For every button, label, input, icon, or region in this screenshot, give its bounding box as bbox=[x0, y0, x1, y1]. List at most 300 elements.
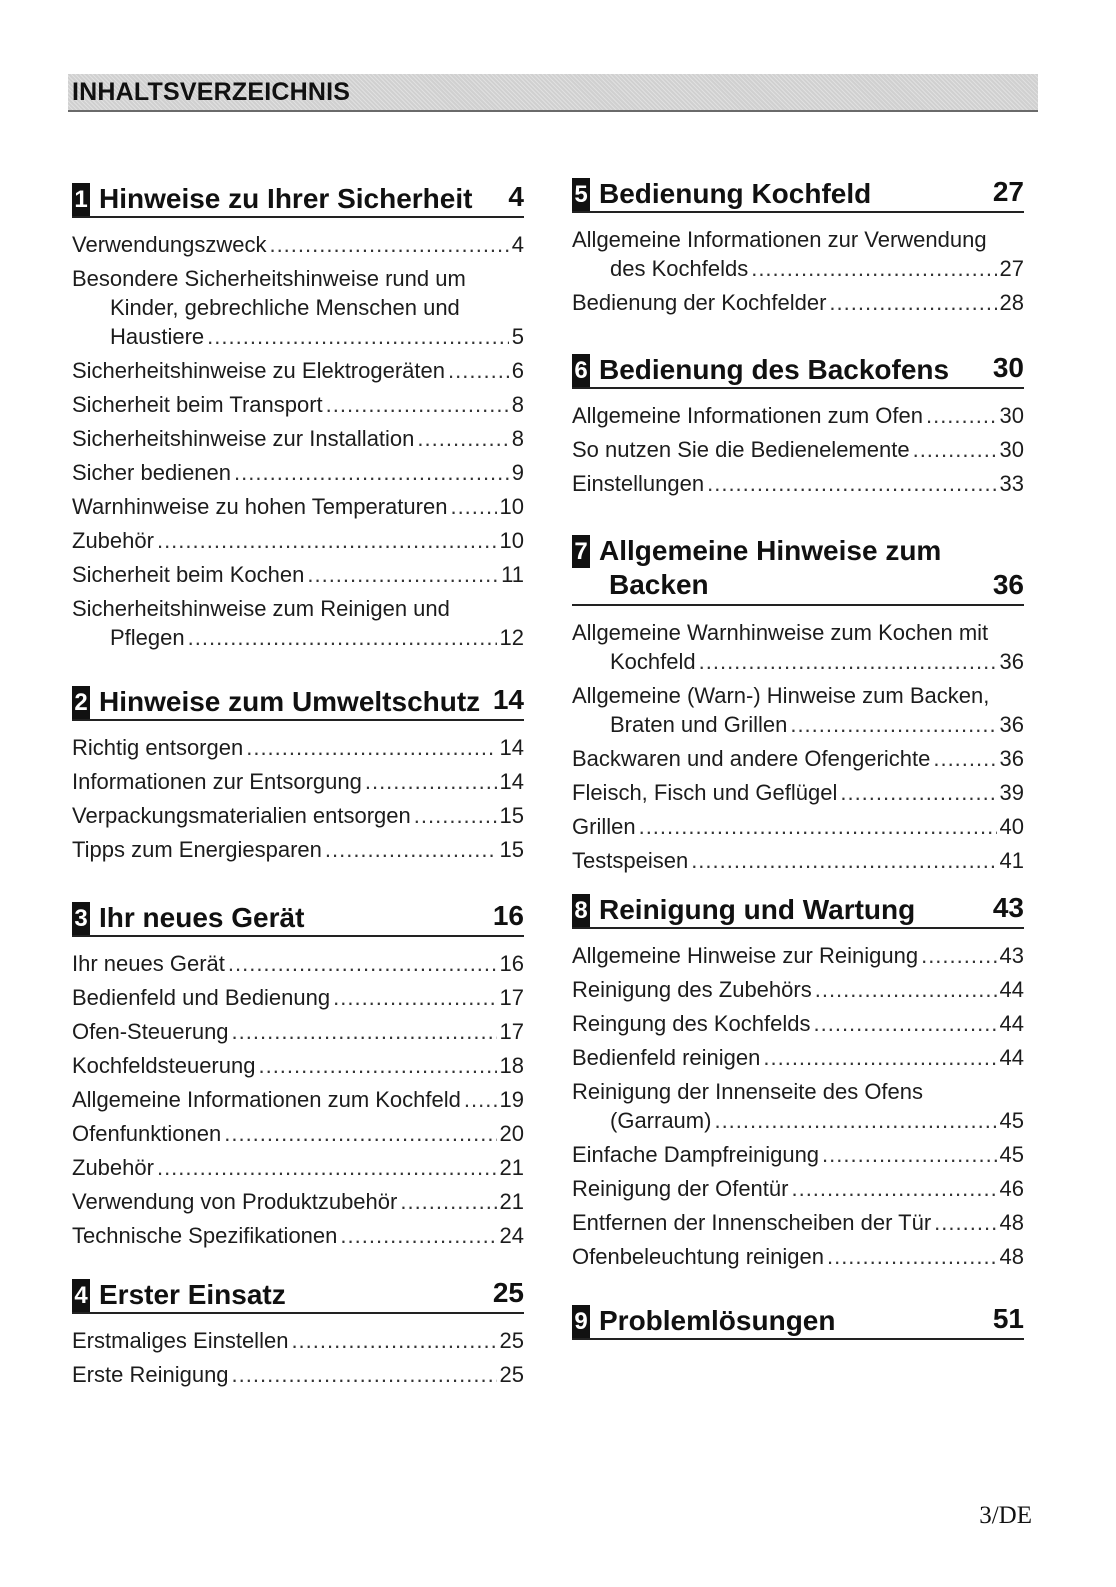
toc-entry-text: Reinigung der Ofentür bbox=[572, 1176, 789, 1201]
toc-entry-page: 10 bbox=[499, 494, 524, 519]
leader-dots bbox=[827, 1242, 997, 1271]
toc-entry-line bbox=[72, 526, 524, 555]
section-title-line: Hinweise zu Ihrer Sicherheit bbox=[99, 183, 473, 214]
toc-entry-line bbox=[572, 288, 1024, 317]
toc-entry[interactable] bbox=[72, 949, 524, 978]
section-number-badge: 7 bbox=[572, 535, 590, 568]
section-page-number: 43 bbox=[992, 892, 1024, 923]
toc-entry-text: Allgemeine Informationen zum Kochfeld bbox=[72, 1087, 461, 1112]
toc-entry-line bbox=[72, 1326, 524, 1355]
toc-entry-line bbox=[72, 230, 524, 259]
toc-section bbox=[572, 175, 1024, 322]
toc-entry-text: Testspeisen bbox=[572, 848, 689, 873]
toc-entry-page: 33 bbox=[999, 471, 1024, 496]
section-page-number: 25 bbox=[492, 1277, 524, 1308]
toc-entry[interactable] bbox=[572, 1174, 1024, 1203]
leader-dots bbox=[751, 254, 996, 283]
toc-entry-page: 4 bbox=[511, 232, 524, 257]
leader-dots bbox=[246, 733, 496, 762]
toc-entry[interactable] bbox=[572, 225, 1024, 283]
leader-dots bbox=[157, 526, 497, 555]
section-heading bbox=[572, 1302, 1024, 1340]
section-title-line: Allgemeine Hinweise zum bbox=[599, 535, 942, 566]
leader-dots bbox=[448, 356, 509, 385]
toc-entry[interactable] bbox=[72, 1051, 524, 1080]
section-heading bbox=[72, 1276, 524, 1314]
leader-dots bbox=[157, 1153, 497, 1182]
section-heading bbox=[572, 532, 1024, 606]
toc-entry-text: Haustiere bbox=[110, 324, 205, 349]
toc-entry-line bbox=[72, 322, 524, 351]
leader-dots bbox=[258, 1051, 496, 1080]
toc-entry[interactable] bbox=[572, 1043, 1024, 1072]
toc-entry-text: Sicherheit beim Kochen bbox=[72, 562, 305, 587]
leader-dots bbox=[207, 322, 509, 351]
section-page-number: 4 bbox=[508, 181, 524, 212]
toc-entry[interactable] bbox=[72, 1017, 524, 1046]
toc-entry-page: 25 bbox=[499, 1328, 524, 1353]
toc-entry-page: 36 bbox=[999, 746, 1024, 771]
toc-entry-text: Bedienung der Kochfelder bbox=[572, 290, 827, 315]
toc-entry-line bbox=[572, 941, 1024, 970]
toc-entry-list bbox=[572, 401, 1024, 498]
toc-entry-line bbox=[72, 835, 524, 864]
toc-entry-line bbox=[72, 390, 524, 419]
section-number-badge: 6 bbox=[572, 354, 590, 387]
toc-entry-text: Grillen bbox=[572, 814, 636, 839]
toc-entry-text: Fleisch, Fisch und Geflügel bbox=[572, 780, 838, 805]
toc-entry-line bbox=[572, 1043, 1024, 1072]
toc-entry-line bbox=[72, 1360, 524, 1389]
leader-dots bbox=[913, 435, 997, 464]
toc-entry-page: 20 bbox=[499, 1121, 524, 1146]
section-title-line: Problemlösungen bbox=[599, 1305, 836, 1336]
toc-entry-line bbox=[572, 618, 1024, 647]
toc-entry-line bbox=[572, 778, 1024, 807]
toc-entry-text: Sicherheitshinweise zu Elektrogeräten bbox=[72, 358, 445, 383]
toc-entry[interactable] bbox=[72, 390, 524, 419]
leader-dots bbox=[921, 941, 996, 970]
leader-dots bbox=[188, 623, 497, 652]
toc-section bbox=[72, 899, 524, 1255]
toc-entry[interactable] bbox=[72, 1326, 524, 1355]
toc-entry-text: Sicherheitshinweise zur Installation bbox=[72, 426, 415, 451]
toc-entry-page: 8 bbox=[511, 392, 524, 417]
toc-entry-page: 21 bbox=[499, 1189, 524, 1214]
toc-entry-text: Besondere Sicherheitshinweise rund um bbox=[72, 266, 466, 291]
toc-entry-text: Entfernen der Innenscheiben der Tür bbox=[572, 1210, 932, 1235]
toc-entry[interactable] bbox=[572, 846, 1024, 875]
toc-entry[interactable] bbox=[72, 983, 524, 1012]
leader-dots bbox=[365, 767, 497, 796]
toc-entry-line bbox=[572, 1174, 1024, 1203]
toc-entry[interactable] bbox=[72, 356, 524, 385]
section-page-number: 14 bbox=[492, 684, 524, 715]
toc-entry-text: Backwaren und andere Ofengerichte bbox=[572, 746, 931, 771]
toc-entry-line bbox=[72, 1187, 524, 1216]
section-title-line: Bedienung des Backofens bbox=[599, 354, 950, 385]
toc-entry-line bbox=[572, 1077, 1024, 1106]
toc-entry-text: Ofen-Steuerung bbox=[72, 1019, 229, 1044]
toc-entry-text: Bedienfeld reinigen bbox=[572, 1045, 761, 1070]
toc-entry-line bbox=[572, 1208, 1024, 1237]
header-band bbox=[68, 74, 1038, 112]
leader-dots bbox=[232, 1017, 497, 1046]
toc-entry-line bbox=[572, 1009, 1024, 1038]
section-number-badge: 8 bbox=[572, 894, 590, 927]
toc-entry[interactable] bbox=[572, 401, 1024, 430]
page-title: INHALTSVERZEICHNIS bbox=[72, 78, 351, 106]
toc-section bbox=[572, 891, 1024, 1276]
toc-entry-line bbox=[572, 401, 1024, 430]
section-page-number: 30 bbox=[992, 352, 1024, 383]
toc-entry[interactable] bbox=[72, 594, 524, 652]
toc-entry-text: Reinigung der Innenseite des Ofens bbox=[572, 1079, 924, 1104]
toc-entry[interactable] bbox=[72, 835, 524, 864]
section-heading bbox=[572, 175, 1024, 213]
toc-entry[interactable] bbox=[72, 767, 524, 796]
section-title-line: Bedienung Kochfeld bbox=[599, 178, 872, 209]
section-title-line: Backen bbox=[609, 569, 709, 600]
toc-entry[interactable] bbox=[572, 1242, 1024, 1271]
toc-entry-list bbox=[572, 618, 1024, 875]
toc-entry-line bbox=[72, 356, 524, 385]
toc-entry[interactable] bbox=[72, 230, 524, 259]
toc-entry-page: 5 bbox=[511, 324, 524, 349]
toc-entry-line bbox=[572, 435, 1024, 464]
section-page-number: 51 bbox=[992, 1303, 1024, 1334]
section-heading bbox=[572, 891, 1024, 929]
section-title bbox=[599, 893, 915, 927]
toc-entry-text: Kinder, gebrechliche Menschen und bbox=[110, 295, 460, 320]
toc-entry-line bbox=[572, 1140, 1024, 1169]
toc-entry-page: 8 bbox=[511, 426, 524, 451]
toc-entry-page: 36 bbox=[999, 649, 1024, 674]
section-number-badge: 4 bbox=[72, 1279, 90, 1312]
toc-entry-text: Sicher bedienen bbox=[72, 460, 232, 485]
toc-entry-list bbox=[572, 225, 1024, 317]
toc-entry[interactable] bbox=[72, 424, 524, 453]
toc-entry-page: 21 bbox=[499, 1155, 524, 1180]
leader-dots bbox=[791, 1174, 996, 1203]
section-title-line: Erster Einsatz bbox=[99, 1279, 286, 1310]
toc-entry-line bbox=[572, 225, 1024, 254]
leader-dots bbox=[822, 1140, 996, 1169]
section-number-badge: 1 bbox=[72, 183, 90, 216]
page-number: 3/DE bbox=[979, 1502, 1032, 1529]
section-number-badge: 9 bbox=[572, 1305, 590, 1338]
toc-entry-page: 14 bbox=[499, 769, 524, 794]
leader-dots bbox=[639, 812, 997, 841]
toc-entry-page: 30 bbox=[999, 437, 1024, 462]
toc-entry-text: Erste Reinigung bbox=[72, 1362, 229, 1387]
toc-entry-line bbox=[72, 623, 524, 652]
toc-entry-text: Einstellungen bbox=[572, 471, 705, 496]
toc-entry-text: Warnhinweise zu hohen Temperaturen bbox=[72, 494, 448, 519]
toc-entry-page: 48 bbox=[999, 1210, 1024, 1235]
toc-section bbox=[572, 1302, 1024, 1352]
section-title-line: Reinigung und Wartung bbox=[599, 894, 916, 925]
toc-entry-text: Reingung des Kochfelds bbox=[572, 1011, 811, 1036]
toc-entry-line bbox=[72, 983, 524, 1012]
toc-entry-line bbox=[72, 801, 524, 830]
toc-entry[interactable] bbox=[72, 560, 524, 589]
toc-entry-text: Pflegen bbox=[110, 625, 185, 650]
toc-entry-page: 12 bbox=[499, 625, 524, 650]
leader-dots bbox=[414, 801, 497, 830]
toc-entry-page: 45 bbox=[999, 1108, 1024, 1133]
section-title bbox=[599, 1304, 835, 1338]
toc-entry-text: Bedienfeld und Bedienung bbox=[72, 985, 331, 1010]
toc-entry-page: 44 bbox=[999, 1011, 1024, 1036]
toc-entry[interactable] bbox=[72, 1153, 524, 1182]
section-heading bbox=[72, 683, 524, 721]
toc-entry-line bbox=[572, 1242, 1024, 1271]
toc-entry-page: 18 bbox=[499, 1053, 524, 1078]
toc-entry-page: 17 bbox=[499, 985, 524, 1010]
leader-dots bbox=[790, 710, 996, 739]
toc-entry-list bbox=[72, 733, 524, 864]
toc-entry[interactable] bbox=[572, 744, 1024, 773]
toc-entry-line bbox=[572, 469, 1024, 498]
toc-entry[interactable] bbox=[572, 975, 1024, 1004]
toc-entry-text: Braten und Grillen bbox=[610, 712, 788, 737]
section-number-badge: 5 bbox=[572, 178, 590, 211]
toc-entry[interactable] bbox=[72, 458, 524, 487]
section-title bbox=[99, 685, 480, 719]
section-number-badge: 3 bbox=[72, 902, 90, 935]
toc-entry-text: Verwendungszweck bbox=[72, 232, 267, 257]
toc-entry-line bbox=[72, 458, 524, 487]
toc-entry-text: Kochfeldsteuerung bbox=[72, 1053, 256, 1078]
leader-dots bbox=[326, 390, 509, 419]
toc-entry-page: 9 bbox=[511, 460, 524, 485]
toc-entry-line bbox=[72, 1119, 524, 1148]
toc-entry-page: 24 bbox=[499, 1223, 524, 1248]
toc-entry-line bbox=[72, 424, 524, 453]
toc-entry-page: 17 bbox=[499, 1019, 524, 1044]
toc-entry-line bbox=[572, 744, 1024, 773]
section-page-number: 27 bbox=[992, 176, 1024, 207]
toc-entry-line bbox=[72, 594, 524, 623]
leader-dots bbox=[340, 1221, 496, 1250]
toc-entry-line bbox=[572, 647, 1024, 676]
toc-entry-page: 19 bbox=[499, 1087, 524, 1112]
toc-entry[interactable] bbox=[72, 1085, 524, 1114]
toc-entry-line bbox=[72, 293, 524, 322]
toc-entry[interactable] bbox=[572, 1077, 1024, 1135]
toc-entry-text: Reinigung des Zubehörs bbox=[572, 977, 812, 1002]
toc-entry-page: 40 bbox=[999, 814, 1024, 839]
toc-entry[interactable] bbox=[572, 812, 1024, 841]
leader-dots bbox=[815, 975, 997, 1004]
toc-entry-line bbox=[72, 492, 524, 521]
toc-section bbox=[572, 532, 1024, 880]
leader-dots bbox=[450, 492, 496, 521]
toc-entry[interactable] bbox=[72, 1187, 524, 1216]
toc-entry[interactable] bbox=[572, 618, 1024, 676]
toc-entry-text: Tipps zum Energiesparen bbox=[72, 837, 322, 862]
toc-entry-text: Zubehör bbox=[72, 1155, 154, 1180]
section-number-badge: 2 bbox=[72, 686, 90, 719]
section-title bbox=[99, 901, 304, 935]
toc-entry-line bbox=[72, 767, 524, 796]
toc-entry[interactable] bbox=[572, 469, 1024, 498]
toc-entry-text: Kochfeld bbox=[610, 649, 696, 674]
toc-entry-page: 11 bbox=[501, 562, 524, 587]
toc-entry-text: Allgemeine (Warn-) Hinweise zum Backen, bbox=[572, 683, 990, 708]
toc-entry-page: 30 bbox=[999, 403, 1024, 428]
toc-entry[interactable] bbox=[572, 435, 1024, 464]
leader-dots bbox=[707, 469, 996, 498]
section-title bbox=[99, 1278, 286, 1312]
toc-entry-list bbox=[72, 230, 524, 652]
toc-entry-text: des Kochfelds bbox=[610, 256, 749, 281]
leader-dots bbox=[691, 846, 996, 875]
section-title bbox=[99, 182, 472, 216]
toc-entry-page: 10 bbox=[499, 528, 524, 553]
toc-entry[interactable] bbox=[572, 1140, 1024, 1169]
section-title-line: Hinweise zum Umweltschutz bbox=[99, 686, 481, 717]
toc-entry[interactable] bbox=[572, 288, 1024, 317]
toc-entry-page: 16 bbox=[499, 951, 524, 976]
toc-entry-text: Zubehör bbox=[72, 528, 154, 553]
toc-section bbox=[72, 1276, 524, 1394]
toc-entry-line bbox=[572, 812, 1024, 841]
section-title bbox=[599, 534, 941, 602]
toc-entry-page: 46 bbox=[999, 1176, 1024, 1201]
leader-dots bbox=[232, 1360, 497, 1389]
toc-section bbox=[572, 351, 1024, 503]
toc-entry-line bbox=[572, 975, 1024, 1004]
section-page-number: 16 bbox=[492, 900, 524, 931]
leader-dots bbox=[464, 1085, 497, 1114]
toc-entry-list bbox=[72, 1326, 524, 1389]
toc-entry-text: Allgemeine Informationen zur Verwendung bbox=[572, 227, 987, 252]
section-heading bbox=[572, 351, 1024, 389]
leader-dots bbox=[926, 401, 997, 430]
toc-entry-line bbox=[72, 949, 524, 978]
section-heading bbox=[72, 180, 524, 218]
toc-entry-text: Erstmaliges Einstellen bbox=[72, 1328, 289, 1353]
toc-entry-text: Verwendung von Produktzubehör bbox=[72, 1189, 398, 1214]
toc-section bbox=[72, 683, 524, 869]
toc-entry-text: Sicherheit beim Transport bbox=[72, 392, 323, 417]
toc-entry[interactable] bbox=[72, 264, 524, 351]
toc-entry-page: 39 bbox=[999, 780, 1024, 805]
leader-dots bbox=[840, 778, 996, 807]
toc-entry-line bbox=[572, 254, 1024, 283]
toc-entry-line bbox=[572, 1106, 1024, 1135]
leader-dots bbox=[307, 560, 498, 589]
toc-entry[interactable] bbox=[72, 492, 524, 521]
toc-entry-page: 36 bbox=[999, 712, 1024, 737]
leader-dots bbox=[763, 1043, 996, 1072]
leader-dots bbox=[291, 1326, 496, 1355]
toc-entry-page: 48 bbox=[999, 1244, 1024, 1269]
toc-entry-page: 43 bbox=[999, 943, 1024, 968]
toc-entry-list bbox=[572, 941, 1024, 1271]
leader-dots bbox=[934, 1208, 996, 1237]
toc-entry[interactable] bbox=[72, 1221, 524, 1250]
toc-entry-page: 25 bbox=[499, 1362, 524, 1387]
toc-entry[interactable] bbox=[72, 1119, 524, 1148]
toc-entry-text: Ihr neues Gerät bbox=[72, 951, 225, 976]
toc-entry[interactable] bbox=[72, 526, 524, 555]
leader-dots bbox=[325, 835, 497, 864]
toc-entry-text: Allgemeine Informationen zum Ofen bbox=[572, 403, 923, 428]
toc-entry-page: 15 bbox=[499, 837, 524, 862]
toc-entry-page: 27 bbox=[999, 256, 1024, 281]
toc-entry[interactable] bbox=[572, 1009, 1024, 1038]
toc-entry[interactable] bbox=[572, 941, 1024, 970]
toc-entry-page: 44 bbox=[999, 1045, 1024, 1070]
leader-dots bbox=[269, 230, 508, 259]
toc-entry-text: Verpackungsmaterialien entsorgen bbox=[72, 803, 411, 828]
toc-entry-line bbox=[72, 1051, 524, 1080]
toc-entry-line bbox=[72, 1221, 524, 1250]
toc-entry-text: Allgemeine Hinweise zur Reinigung bbox=[572, 943, 919, 968]
toc-entry[interactable] bbox=[572, 1208, 1024, 1237]
toc-entry[interactable] bbox=[72, 1360, 524, 1389]
leader-dots bbox=[814, 1009, 997, 1038]
toc-entry-list bbox=[72, 949, 524, 1250]
leader-dots bbox=[933, 744, 996, 773]
toc-entry-text: (Garraum) bbox=[610, 1108, 712, 1133]
leader-dots bbox=[699, 647, 997, 676]
leader-dots bbox=[234, 458, 509, 487]
toc-entry-page: 45 bbox=[999, 1142, 1024, 1167]
leader-dots bbox=[714, 1106, 996, 1135]
toc-entry[interactable] bbox=[72, 733, 524, 762]
toc-entry-text: Sicherheitshinweise zum Reinigen und bbox=[72, 596, 450, 621]
toc-entry-page: 14 bbox=[499, 735, 524, 760]
toc-entry[interactable] bbox=[572, 681, 1024, 739]
toc-entry-line bbox=[72, 1153, 524, 1182]
toc-entry-text: Informationen zur Entsorgung bbox=[72, 769, 362, 794]
toc-section bbox=[72, 180, 524, 657]
toc-entry-page: 15 bbox=[499, 803, 524, 828]
toc-entry-line bbox=[572, 710, 1024, 739]
toc-entry[interactable] bbox=[572, 778, 1024, 807]
toc-entry-text: Richtig entsorgen bbox=[72, 735, 244, 760]
toc-entry[interactable] bbox=[72, 801, 524, 830]
toc-entry-line bbox=[72, 1017, 524, 1046]
toc-entry-line bbox=[572, 846, 1024, 875]
leader-dots bbox=[829, 288, 996, 317]
toc-entry-line bbox=[72, 733, 524, 762]
leader-dots bbox=[224, 1119, 496, 1148]
leader-dots bbox=[228, 949, 497, 978]
section-title bbox=[599, 177, 871, 211]
toc-entry-page: 44 bbox=[999, 977, 1024, 1002]
section-heading bbox=[72, 899, 524, 937]
toc-entry-text: Ofenbeleuchtung reinigen bbox=[572, 1244, 824, 1269]
toc-entry-page: 28 bbox=[999, 290, 1024, 315]
section-title bbox=[599, 353, 949, 387]
toc-entry-text: Allgemeine Warnhinweise zum Kochen mit bbox=[572, 620, 989, 645]
section-title-line: Ihr neues Gerät bbox=[99, 902, 305, 933]
toc-entry-line bbox=[72, 1085, 524, 1114]
toc-entry-page: 6 bbox=[511, 358, 524, 383]
toc-entry-text: Technische Spezifikationen bbox=[72, 1223, 338, 1248]
leader-dots bbox=[417, 424, 508, 453]
toc-entry-line bbox=[72, 264, 524, 293]
toc-entry-line bbox=[72, 560, 524, 589]
leader-dots bbox=[400, 1187, 496, 1216]
toc-entry-text: So nutzen Sie die Bedienelemente bbox=[572, 437, 910, 462]
leader-dots bbox=[333, 983, 496, 1012]
